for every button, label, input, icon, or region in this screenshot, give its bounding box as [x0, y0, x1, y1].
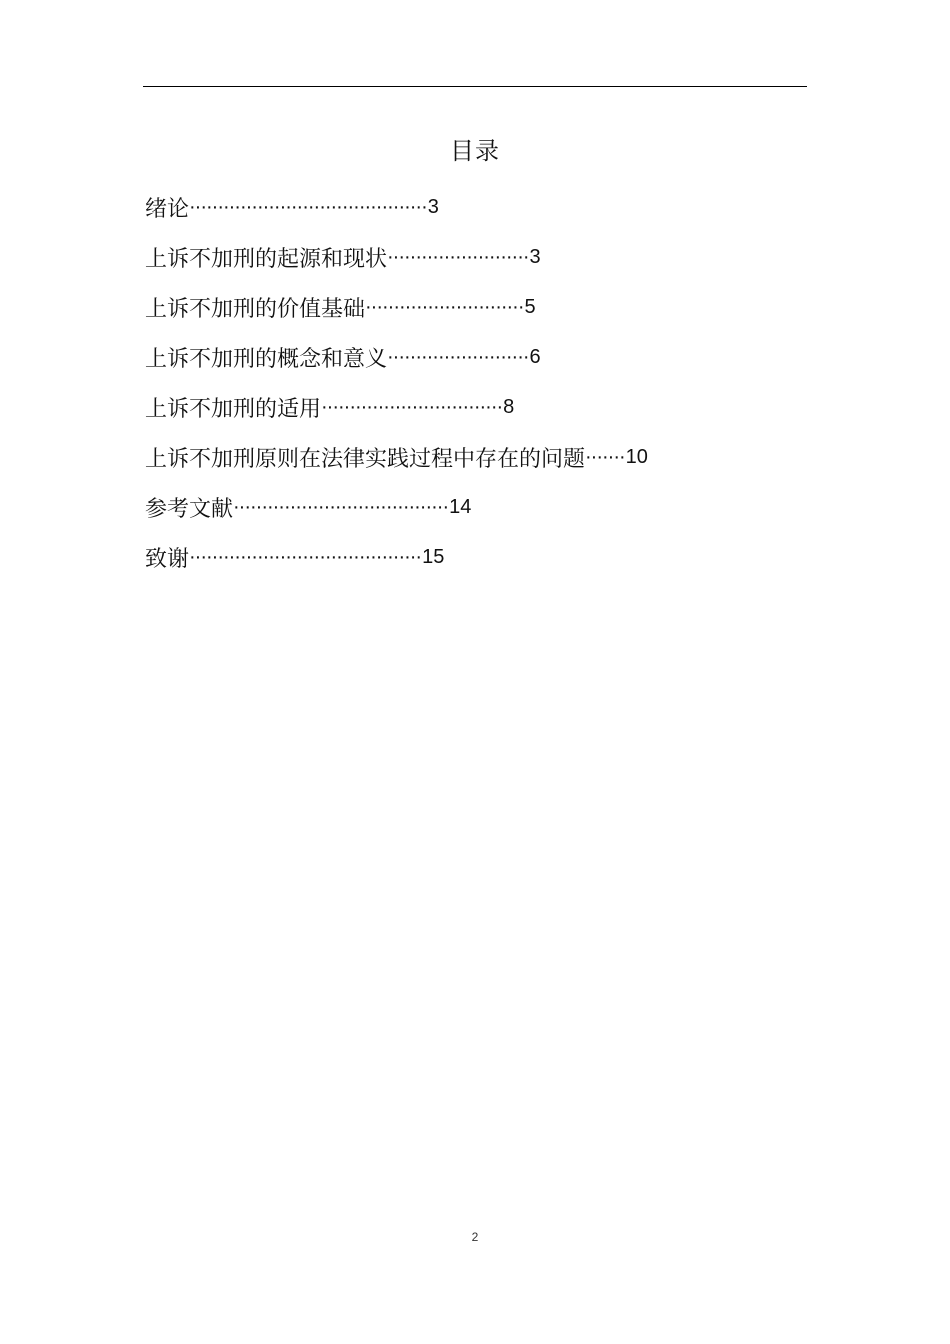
- toc-entry-page: 3: [427, 195, 439, 218]
- toc-entry-leader: ····························: [365, 295, 524, 318]
- toc-entry-label: 绪论: [145, 196, 190, 222]
- toc-entry-page: 6: [529, 345, 541, 368]
- toc-entry-page: 8: [503, 395, 515, 418]
- toc-entry-label: 致谢: [145, 546, 190, 572]
- toc-entry-label: 上诉不加刑的适用: [145, 396, 322, 422]
- toc-entry-leader: ·························: [387, 345, 529, 368]
- toc-entry-leader: ·········································: [189, 545, 422, 568]
- toc-entry-leader: ·······: [585, 445, 625, 468]
- toc-entry[interactable]: [145, 232, 648, 282]
- table-of-contents: [145, 182, 648, 582]
- toc-entry-page: 5: [524, 295, 536, 318]
- toc-entry-page: 10: [625, 445, 648, 468]
- page-number: 2: [471, 1230, 479, 1244]
- toc-entry-leader: ································: [321, 395, 503, 418]
- toc-entry[interactable]: [145, 382, 648, 432]
- toc-entry-leader: ·························: [387, 245, 529, 268]
- toc-entry-leader: ··········································: [189, 195, 427, 218]
- toc-entry-leader: ······································: [233, 495, 449, 518]
- toc-entry-label: 上诉不加刑原则在法律实践过程中存在的问题: [145, 446, 586, 472]
- toc-entry[interactable]: [145, 182, 648, 232]
- toc-entry-label: 上诉不加刑的起源和现状: [145, 246, 388, 272]
- toc-entry-page: 15: [422, 545, 445, 568]
- toc-entry[interactable]: [145, 282, 648, 332]
- toc-entry-page: 3: [529, 245, 541, 268]
- toc-entry-page: 14: [449, 495, 472, 518]
- toc-entry[interactable]: [145, 332, 648, 382]
- toc-entry-label: 上诉不加刑的概念和意义: [145, 346, 388, 372]
- header-rule: [143, 86, 807, 87]
- toc-entry[interactable]: [145, 432, 648, 482]
- toc-entry[interactable]: [145, 532, 648, 582]
- toc-title: 目录: [450, 137, 500, 165]
- toc-entry-label: 上诉不加刑的价值基础: [145, 296, 366, 322]
- toc-entry-label: 参考文献: [145, 496, 234, 522]
- toc-entry[interactable]: [145, 482, 648, 532]
